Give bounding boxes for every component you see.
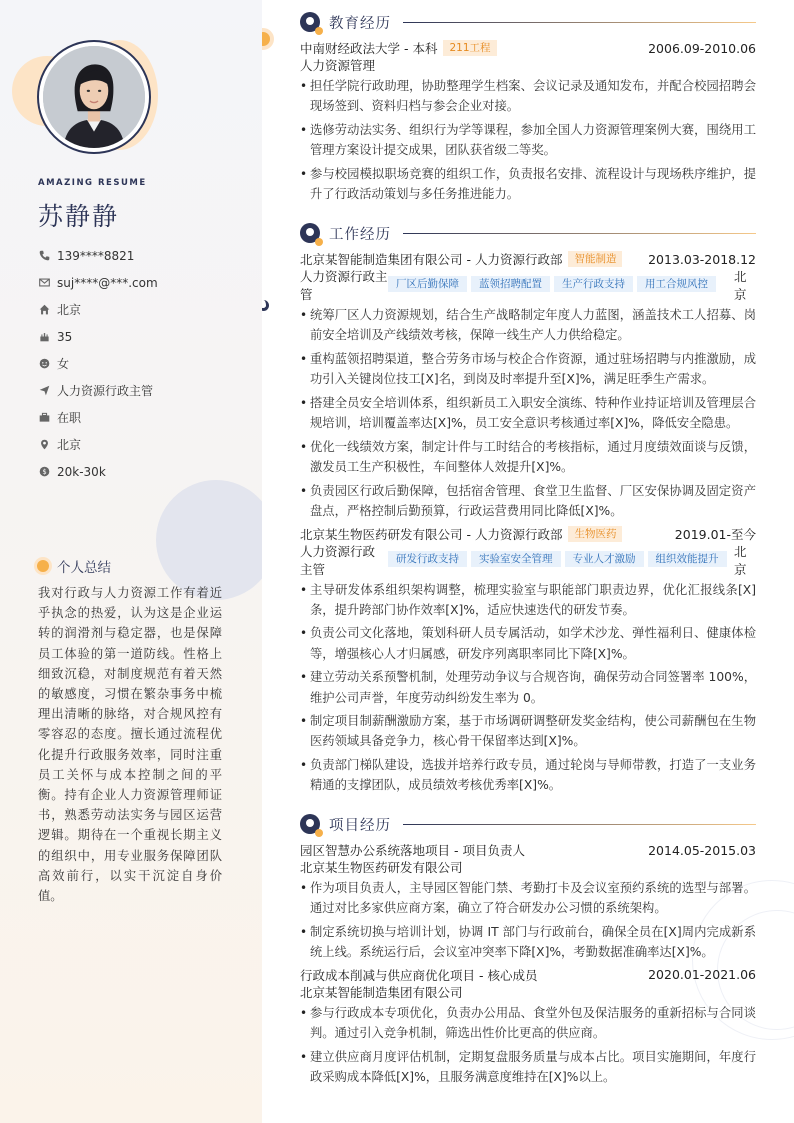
gender-icon	[38, 358, 50, 370]
projects-section	[300, 813, 756, 1091]
date-range: 2013.03-2018.12	[648, 251, 756, 267]
section-icon	[300, 223, 320, 243]
info-text: 35	[57, 329, 73, 344]
role-row	[300, 268, 756, 304]
job-location-line: 北	[734, 269, 747, 284]
bullet-list	[300, 76, 756, 204]
section-header	[300, 813, 756, 835]
info-text: 女	[57, 357, 70, 371]
section-title: 教育经历	[329, 15, 391, 32]
section-header	[300, 222, 756, 244]
list-item: • 搭建全员安全培训体系，组织新员工入职安全演练、特种作业持证培训及管理层合规培训，培训覆盖率达[X]%，员工安全意识考核通过率[X]%，降低安全隐患。	[300, 393, 756, 433]
info-home	[38, 296, 258, 323]
bullet-list	[300, 1003, 756, 1087]
section-title: 项目经历	[329, 817, 391, 834]
section-icon	[300, 814, 320, 834]
decor-circle	[156, 480, 262, 600]
job-entry	[300, 250, 756, 521]
info-text: 北京	[57, 438, 82, 452]
project-entry	[300, 841, 756, 962]
skill-tag: 研发行政支持	[388, 551, 467, 567]
section-divider	[403, 824, 756, 825]
sidebar	[0, 0, 262, 1123]
info-text: 20k-30k	[57, 464, 106, 479]
decor-dot	[262, 28, 274, 50]
section-divider	[403, 233, 756, 234]
skill-tags	[388, 268, 734, 292]
contact-info-list	[38, 242, 258, 485]
skill-tags	[388, 543, 734, 567]
bullet-list	[300, 305, 756, 521]
info-text: 北京	[57, 303, 82, 317]
main-content	[262, 0, 794, 1123]
list-item: • 优化一线绩效方案，制定计件与工时结合的考核指标，通过月度绩效面谈与反馈，激发员工生产积极性，车间整体人效提升[X]%。	[300, 437, 756, 477]
person-icon	[43, 46, 145, 148]
school-tag: 211工程	[443, 40, 496, 56]
school-name: 中南财经政法大学 - 本科	[300, 41, 438, 56]
list-item: • 制定系统切换与培训计划，协调 IT 部门与行政前台，确保全员在[X]周内完成新系统上线。系统运行后，会议室冲突率下降[X]%，考勤数据准确率达[X]%。	[300, 922, 756, 962]
company-name: 北京某生物医药研发有限公司 - 人力资源行政部	[300, 526, 563, 542]
info-text: suj****@***.com	[57, 275, 158, 290]
summary-title-text: 个人总结	[57, 560, 111, 576]
list-item: • 担任学院行政助理，协助整理学生档案、会议记录及通知发布，并配合校园招聘会现场签到、资料归档与参会企业对接。	[300, 76, 756, 116]
bullet-list	[300, 580, 756, 796]
bullet-list	[300, 878, 756, 962]
phone-icon	[38, 250, 50, 262]
info-text: 在职	[57, 411, 82, 425]
salary-icon	[38, 466, 50, 478]
job-role-line: 人力资源行政主	[300, 269, 388, 284]
bullet-dot-icon	[37, 560, 49, 572]
job-role-line: 主管	[300, 561, 326, 577]
job-entry	[300, 525, 756, 796]
list-item: • 重构蓝领招聘渠道，整合劳务市场与校企合作资源，通过驻场招聘与内推激励，成功引入关键岗位技工[X]名，到岗及时率提升至[X]%，满足旺季生产需求。	[300, 349, 756, 389]
section-title: 工作经历	[329, 226, 391, 243]
info-text: 139****8821	[57, 248, 135, 263]
entry-header	[300, 841, 756, 859]
job-location-line: 京	[734, 561, 747, 577]
cake-icon	[38, 331, 50, 343]
list-item: • 参与校园模拟职场竞赛的组织工作，负责报名安排、流程设计与现场秩序维护，提升了行政活动策划与多任务推进能力。	[300, 164, 756, 204]
job-role	[300, 543, 388, 579]
list-item: • 建立劳动关系预警机制，处理劳动争议与合规咨询，确保劳动合同签署率 100%，维护公司声誉，年度劳动纠纷发生率为 0。	[300, 667, 756, 707]
date-range: 2014.05-2015.03	[648, 842, 756, 858]
info-status	[38, 404, 258, 431]
section-divider	[403, 22, 756, 23]
section-header	[300, 11, 756, 33]
info-email	[38, 269, 258, 296]
location-pin-icon	[38, 439, 50, 451]
info-salary	[38, 458, 258, 485]
list-item: • 负责部门梯队建设，选拔并培养行政专员，通过轮岗与导师带教，打造了一支业务精通的支撑团队，成员绩效考核优秀率[X]%。	[300, 755, 756, 795]
decor-arc	[262, 300, 269, 311]
list-item: • 统筹厂区人力资源规划，结合生产战略制定年度人力蓝图，涵盖技术工人招募、岗前安全培训及产线绩效考核，保障一线生产人力供给稳定。	[300, 305, 756, 345]
project-company: 北京某生物医药研发有限公司	[300, 860, 463, 875]
skill-tag: 蓝领招聘配置	[471, 276, 550, 292]
job-location	[734, 543, 756, 579]
job-role-line: 人力资源行政	[300, 543, 376, 559]
info-text: 人力资源行政主管	[57, 384, 154, 398]
company-name: 北京某智能制造集团有限公司 - 人力资源行政部	[300, 252, 563, 267]
info-age	[38, 323, 258, 350]
list-item: • 参与行政成本专项优化，负责办公用品、食堂外包及保洁服务的重新招标与合同谈判。通过引入竞争机制，筛选出性价比更高的供应商。	[300, 1003, 756, 1043]
skill-tag: 厂区后勤保障	[388, 276, 467, 292]
list-item: • 负责公司文化落地，策划科研人员专属活动，如学术沙龙、弹性福利日、健康体检等，增强核心人才归属感，研发序列离职率同比下降[X]%。	[300, 623, 756, 663]
skill-tag: 组织效能提升	[648, 551, 727, 567]
entry-header	[300, 250, 756, 268]
skill-tag: 实验室安全管理	[471, 551, 561, 567]
entry-header	[300, 39, 756, 57]
avatar-photo	[43, 46, 145, 148]
role-row	[300, 543, 756, 579]
job-role-line: 管	[300, 287, 313, 302]
date-range: 2019.01-至今	[674, 526, 756, 542]
briefcase-icon	[38, 412, 50, 424]
eyebrow-text: AMAZING RESUME	[38, 178, 147, 188]
mail-icon	[38, 277, 50, 289]
section-icon	[300, 12, 320, 32]
list-item: • 作为项目负责人，主导园区智能门禁、考勤打卡及会议室预约系统的选型与部署。通过对比多家供应商方案，确立了符合研发办公习惯的系统架构。	[300, 878, 756, 918]
list-item: • 选修劳动法实务、组织行为学等课程，参加全国人力资源管理案例大赛，围绕用工管理方案设计提交成果，团队获省级二等奖。	[300, 120, 756, 160]
skill-tag: 专业人才激励	[565, 551, 644, 567]
svg-text:$: $	[41, 467, 47, 476]
project-company: 北京某智能制造集团有限公司	[300, 984, 463, 1000]
list-item: • 建立供应商月度评估机制，定期复盘服务质量与成本占比。项目实施期间，年度行政采购成本降低[X]%，且服务满意度维持在[X]%以上。	[300, 1047, 756, 1087]
job-location-line: 京	[734, 287, 747, 302]
date-range: 2020.01-2021.06	[648, 967, 756, 983]
work-section	[300, 222, 756, 799]
job-location	[734, 268, 756, 304]
info-position	[38, 377, 258, 404]
candidate-name: 苏静静	[38, 202, 120, 231]
skill-tag: 用工合规风控	[637, 276, 716, 292]
major: 人力资源管理	[300, 58, 376, 73]
education-section	[300, 11, 756, 208]
info-gender	[38, 350, 258, 377]
entry-header	[300, 966, 756, 984]
job-role	[300, 268, 388, 304]
list-item: • 制定项目制薪酬激励方案，基于市场调研调整研发奖金结构，使公司薪酬包在生物医药领域具备竞争力，核心骨干保留率达到[X]%。	[300, 711, 756, 751]
info-phone	[38, 242, 258, 269]
summary-text: 我对行政与人力资源工作有着近乎执念的热爱，认为这是企业运转的润滑剂与稳定器，也是保障员工体验的第一道防线。性格上细致沉稳，对制度规范有着天然的敏感度，习惯在繁杂事务中梳理出清晰的脉络，对合规风控有零容忍的态度。擅长通过流程优化提升行政服务效率，同时注重员工关怀与成本控制之间的平衡。持有企业人力资源管理师证书，熟悉劳动法实务与园区运营逻辑。期待在一个重视长期主义的组织中，用专业服务保障团队高效前行，以实干沉淀自身价值。	[38, 586, 222, 904]
avatar	[37, 40, 151, 154]
project-entry	[300, 966, 756, 1087]
skill-tag: 生产行政支持	[554, 276, 633, 292]
project-name: 园区智慧办公系统落地项目 - 项目负责人	[300, 843, 525, 858]
info-location	[38, 431, 258, 458]
date-range: 2006.09-2010.06	[648, 40, 756, 56]
summary-heading	[37, 556, 111, 576]
industry-tag: 智能制造	[568, 251, 622, 267]
job-location-line: 北	[734, 543, 747, 559]
home-icon	[38, 304, 50, 316]
industry-tag: 生物医药	[568, 526, 622, 542]
list-item: • 主导研发体系组织架构调整，梳理实验室与职能部门职责边界，优化汇报线条[X]条，提升跨部门协作效率[X]%，适应快速迭代的研发节奏。	[300, 580, 756, 620]
send-icon	[38, 385, 50, 397]
project-name: 行政成本削减与供应商优化项目 - 核心成员	[300, 967, 538, 983]
entry-header	[300, 525, 756, 543]
list-item: • 负责园区行政后勤保障，包括宿舍管理、食堂卫生监督、厂区安保协调及固定资产盘点，严格控制后勤预算，行政运营费用同比降低[X]%。	[300, 481, 756, 521]
